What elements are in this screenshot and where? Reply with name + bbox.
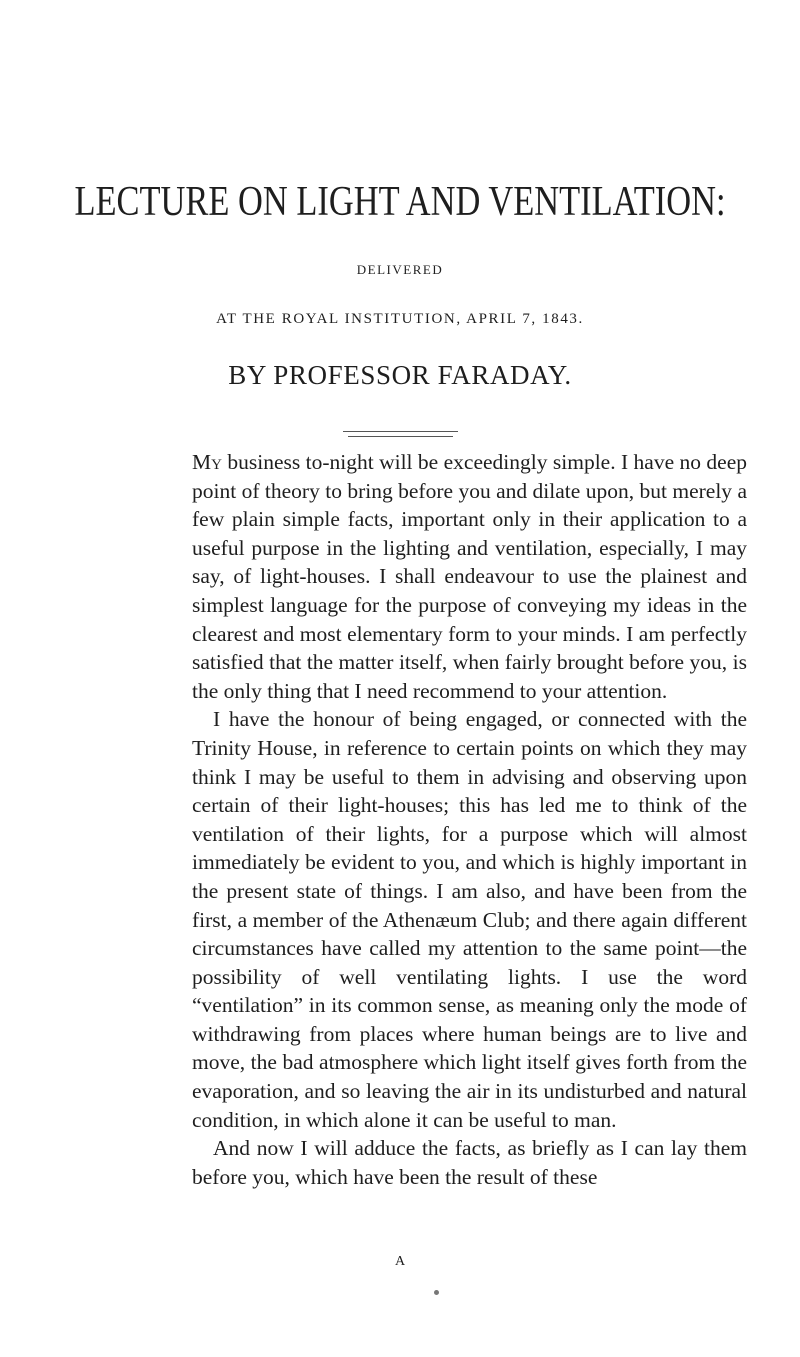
decorative-rule-bottom bbox=[348, 436, 453, 437]
lecture-body bbox=[192, 448, 747, 1191]
paragraph-1 bbox=[192, 448, 747, 705]
paragraph-1-text: business to-night will be exceedingly simple. I have no deep point of theory to bring before you and dilate upon, but merely a few plain simple facts, important only in their application to a useful purpose in the lighting and ventilation, especially, I may say, of light-houses. I shall endeavour to use the plainest and simplest language for the purpose of conveying my ideas in the clearest and most elementary form to your minds. I am perfectly satisfied that the matter itself, when fairly brought before you, is the only thing that I need recommend to your attention. bbox=[192, 450, 747, 703]
paragraph-3: And now I will adduce the facts, as briefly as I can lay them before you, which have been the result of these bbox=[192, 1136, 747, 1189]
delivered-label: DELIVERED bbox=[356, 262, 444, 277]
decorative-rule-top bbox=[343, 431, 458, 432]
signature-mark: A bbox=[394, 1254, 406, 1269]
venue-date-line: AT THE ROYAL INSTITUTION, APRIL 7, 1843. bbox=[216, 311, 584, 327]
paragraph-2: I have the honour of being engaged, or connected with the Trinity House, in reference to certain points on which they may think I may be useful to them in advising and observing upon certain of their light-houses; this has led me to think of the ventilation of their lights, for a purpose which will almost immediately be evident to you, and which is highly important in the present state of things. I am also, and have been from the first, a member of the Athenæum Club; and there again different circumstances have called my attention to the same point—the possibility of well ventilating lights. I use the word “ventilation” in its common sense, as meaning only the mode of withdrawing from places where human beings are to live and move, the bad atmosphere which light itself gives forth from the evaporation, and so leaving the air in its undisturbed and natural condition, in which alone it can be useful to man. bbox=[192, 707, 747, 1132]
ink-dot bbox=[434, 1290, 439, 1295]
author-line: BY PROFESSOR FARADAY. bbox=[228, 360, 572, 390]
lecture-title: LECTURE ON LIGHT AND VENTILATION: bbox=[74, 179, 726, 225]
paragraph-1-lead: My bbox=[192, 450, 222, 474]
